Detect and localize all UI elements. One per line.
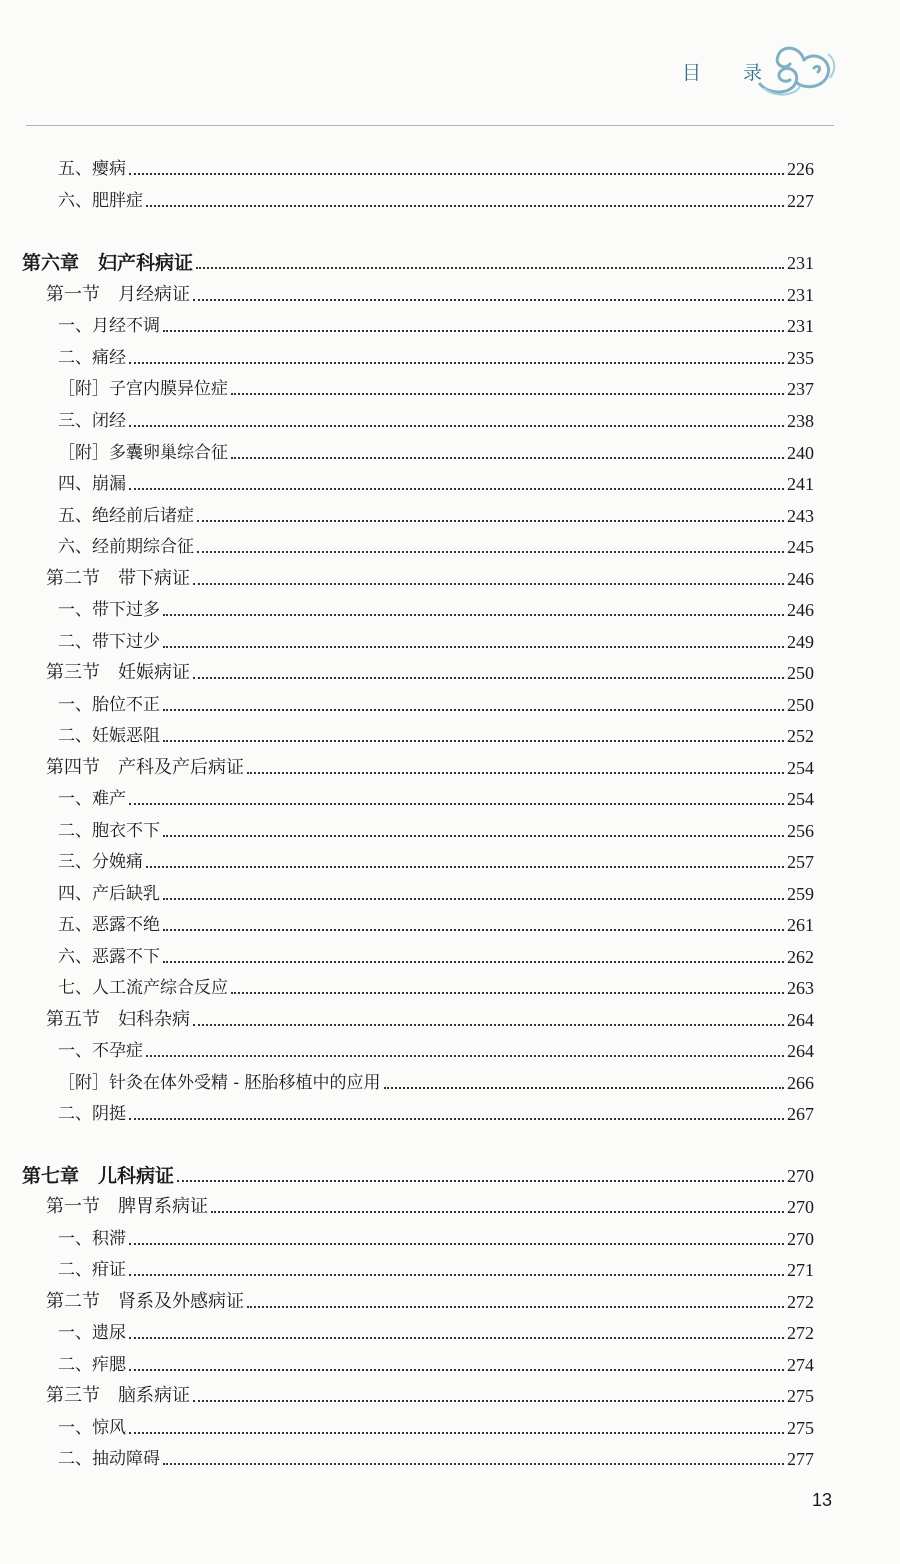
dot-leader bbox=[163, 740, 784, 742]
toc-entry-page: 270 bbox=[787, 1166, 814, 1186]
toc-entry-page: 231 bbox=[787, 316, 814, 336]
toc-entry-label: 第二节 肾系及外感病证 bbox=[46, 1291, 244, 1312]
toc-entry-label: 二、胞衣不下 bbox=[58, 821, 160, 841]
dot-leader bbox=[163, 898, 784, 900]
toc-entry-label: 三、分娩痛 bbox=[58, 852, 143, 872]
toc-entry-page: 262 bbox=[787, 947, 814, 967]
toc-entry-label: 一、遗尿 bbox=[58, 1323, 126, 1343]
dot-leader bbox=[163, 835, 784, 837]
dot-leader bbox=[129, 1243, 784, 1245]
toc-entry-page: 237 bbox=[787, 379, 814, 399]
toc-item bbox=[58, 307, 814, 337]
toc-entry-label: ［附］子宫内膜异位症 bbox=[58, 379, 228, 399]
toc-entry-label: 一、惊风 bbox=[58, 1418, 126, 1438]
dot-leader bbox=[129, 362, 784, 364]
toc-section bbox=[46, 1001, 814, 1031]
toc-chapter bbox=[22, 244, 814, 274]
toc-entry-label: 五、恶露不绝 bbox=[58, 915, 160, 935]
toc-entry-label: 一、不孕症 bbox=[58, 1041, 143, 1061]
dot-leader bbox=[129, 425, 784, 427]
dot-leader bbox=[163, 929, 784, 931]
toc-entry-label: 第五节 妇科杂病 bbox=[46, 1009, 190, 1030]
toc-entry-label: 一、带下过多 bbox=[58, 600, 160, 620]
toc-entry-page: 271 bbox=[787, 1260, 814, 1280]
toc-item bbox=[58, 1064, 814, 1094]
toc-entry-page: 275 bbox=[787, 1418, 814, 1438]
toc-item bbox=[58, 1095, 814, 1125]
dot-leader bbox=[177, 1180, 784, 1182]
toc-entry-label: 二、抽动障碍 bbox=[58, 1449, 160, 1469]
dot-leader bbox=[196, 267, 784, 269]
toc-entry-label: 五、绝经前后诸症 bbox=[58, 506, 194, 526]
toc-section bbox=[46, 654, 814, 684]
dot-leader bbox=[129, 1274, 784, 1276]
toc-entry-page: 264 bbox=[787, 1010, 814, 1030]
toc-section bbox=[46, 560, 814, 590]
toc-entry-label: 二、痄腮 bbox=[58, 1355, 126, 1375]
toc-entry-page: 263 bbox=[787, 978, 814, 998]
toc-item bbox=[58, 1032, 814, 1062]
toc-entry-page: 270 bbox=[787, 1229, 814, 1249]
toc-entry-label: 二、阴挺 bbox=[58, 1104, 126, 1124]
page-number: 13 bbox=[811, 1490, 832, 1510]
toc-entry-label: 七、人工流产综合反应 bbox=[58, 978, 228, 998]
toc-entry-page: 267 bbox=[787, 1104, 814, 1124]
dot-leader bbox=[146, 205, 784, 207]
toc-entry-page: 246 bbox=[787, 600, 814, 620]
toc-entry-label: 四、产后缺乳 bbox=[58, 884, 160, 904]
toc-entry-page: 277 bbox=[787, 1449, 814, 1469]
toc-item bbox=[58, 465, 814, 495]
dot-leader bbox=[193, 677, 784, 679]
toc-entry-page: 270 bbox=[787, 1197, 814, 1217]
toc-entry-label: 四、崩漏 bbox=[58, 474, 126, 494]
toc-entry-label: ［附］针灸在体外受精 - 胚胎移植中的应用 bbox=[58, 1073, 381, 1093]
toc-entry-page: 250 bbox=[787, 663, 814, 683]
toc-section bbox=[46, 276, 814, 306]
toc-entry-page: 272 bbox=[787, 1323, 814, 1343]
toc-entry-label: 第一节 脾胃系病证 bbox=[46, 1196, 208, 1217]
dot-leader bbox=[129, 1432, 784, 1434]
dot-leader bbox=[129, 1369, 784, 1371]
dot-leader bbox=[163, 709, 784, 711]
toc-entry-page: 227 bbox=[787, 191, 814, 211]
toc-item bbox=[58, 938, 814, 968]
toc-item bbox=[58, 591, 814, 621]
toc-entry-page: 249 bbox=[787, 632, 814, 652]
toc-entry-label: 第三节 脑系病证 bbox=[46, 1385, 190, 1406]
toc-entry-label: 二、妊娠恶阻 bbox=[58, 726, 160, 746]
dot-leader bbox=[247, 1306, 784, 1308]
toc-item bbox=[58, 686, 814, 716]
toc-entry-label: 第七章 儿科病证 bbox=[22, 1165, 175, 1187]
dot-leader bbox=[193, 1024, 784, 1026]
header-rule bbox=[26, 125, 834, 126]
toc-entry-page: 250 bbox=[787, 695, 814, 715]
toc-item bbox=[58, 150, 814, 180]
dot-leader bbox=[197, 520, 784, 522]
toc-item bbox=[58, 1314, 814, 1344]
toc-item bbox=[58, 1440, 814, 1470]
dot-leader bbox=[193, 1400, 784, 1402]
toc-entry-page: 238 bbox=[787, 411, 814, 431]
toc-entry-label: 第一节 月经病证 bbox=[46, 284, 190, 305]
dot-leader bbox=[193, 583, 784, 585]
cloud-ornament-icon bbox=[752, 38, 842, 100]
toc-item bbox=[58, 812, 814, 842]
dot-leader bbox=[193, 299, 784, 301]
toc-item bbox=[58, 182, 814, 212]
toc-section bbox=[46, 1188, 814, 1218]
dot-leader bbox=[146, 866, 784, 868]
toc-entry-label: 六、恶露不下 bbox=[58, 947, 160, 967]
toc-entry-page: 266 bbox=[787, 1073, 814, 1093]
toc-item bbox=[58, 339, 814, 369]
dot-leader bbox=[211, 1211, 784, 1213]
toc-item bbox=[58, 370, 814, 400]
dot-leader bbox=[163, 646, 784, 648]
toc-entry-page: 231 bbox=[787, 253, 814, 273]
toc-entry-page: 246 bbox=[787, 569, 814, 589]
dot-leader bbox=[384, 1087, 784, 1089]
toc-entry-page: 275 bbox=[787, 1386, 814, 1406]
toc-item bbox=[58, 402, 814, 432]
toc-entry-page: 259 bbox=[787, 884, 814, 904]
toc-item bbox=[58, 1346, 814, 1376]
toc-entry-page: 235 bbox=[787, 348, 814, 368]
toc-entry-label: 第四节 产科及产后病证 bbox=[46, 757, 244, 778]
toc-item bbox=[58, 906, 814, 936]
page-header bbox=[660, 38, 840, 108]
toc-entry-page: 257 bbox=[787, 852, 814, 872]
toc-entry-page: 254 bbox=[787, 758, 814, 778]
toc-item bbox=[58, 875, 814, 905]
toc-entry-label: 六、经前期综合征 bbox=[58, 537, 194, 557]
toc-item bbox=[58, 969, 814, 999]
toc-entry-label: 一、月经不调 bbox=[58, 316, 160, 336]
dot-leader bbox=[197, 551, 784, 553]
toc-entry-label: 二、疳证 bbox=[58, 1260, 126, 1280]
dot-leader bbox=[163, 614, 784, 616]
toc-entry-page: 261 bbox=[787, 915, 814, 935]
dot-leader bbox=[247, 772, 784, 774]
toc-entry-page: 264 bbox=[787, 1041, 814, 1061]
toc-item bbox=[58, 780, 814, 810]
toc-item bbox=[58, 1409, 814, 1439]
dot-leader bbox=[129, 488, 784, 490]
toc-entry-label: ［附］多囊卵巢综合征 bbox=[58, 443, 228, 463]
toc-entry-page: 231 bbox=[787, 285, 814, 305]
dot-leader bbox=[129, 1337, 784, 1339]
toc-item bbox=[58, 528, 814, 558]
toc-entry-page: 254 bbox=[787, 789, 814, 809]
toc-entry-label: 五、瘿病 bbox=[58, 159, 126, 179]
dot-leader bbox=[146, 1055, 784, 1057]
toc-section bbox=[46, 1283, 814, 1313]
dot-leader bbox=[129, 1118, 784, 1120]
dot-leader bbox=[163, 961, 784, 963]
dot-leader bbox=[231, 992, 784, 994]
dot-leader bbox=[163, 330, 784, 332]
toc-item bbox=[58, 434, 814, 464]
toc-entry-page: 226 bbox=[787, 159, 814, 179]
toc-entry-page: 272 bbox=[787, 1292, 814, 1312]
toc-entry-label: 第六章 妇产科病证 bbox=[22, 252, 194, 274]
toc-item bbox=[58, 1220, 814, 1250]
dot-leader bbox=[129, 173, 784, 175]
toc-item bbox=[58, 623, 814, 653]
header-title: 目 录 bbox=[682, 62, 781, 84]
toc-entry-page: 241 bbox=[787, 474, 814, 494]
toc-entry-page: 243 bbox=[787, 506, 814, 526]
toc-entry-label: 二、痛经 bbox=[58, 348, 126, 368]
toc-chapter bbox=[22, 1157, 814, 1187]
toc-entry-label: 第二节 带下病证 bbox=[46, 568, 190, 589]
toc-entry-page: 252 bbox=[787, 726, 814, 746]
toc-entry-page: 274 bbox=[787, 1355, 814, 1375]
toc-entry-label: 第三节 妊娠病证 bbox=[46, 662, 190, 683]
toc-item bbox=[58, 843, 814, 873]
toc-entry-page: 245 bbox=[787, 537, 814, 557]
toc-entry-page: 256 bbox=[787, 821, 814, 841]
toc-entry-page: 240 bbox=[787, 443, 814, 463]
dot-leader bbox=[231, 457, 784, 459]
toc-item bbox=[58, 717, 814, 747]
toc-item bbox=[58, 497, 814, 527]
toc-entry-label: 一、胎位不正 bbox=[58, 695, 160, 715]
toc-entry-label: 二、带下过少 bbox=[58, 632, 160, 652]
dot-leader bbox=[231, 393, 784, 395]
toc-entry-label: 六、肥胖症 bbox=[58, 191, 143, 211]
toc-entry-label: 三、闭经 bbox=[58, 411, 126, 431]
toc-section bbox=[46, 749, 814, 779]
dot-leader bbox=[129, 803, 784, 805]
toc-entry-label: 一、积滞 bbox=[58, 1229, 126, 1249]
toc-item bbox=[58, 1251, 814, 1281]
dot-leader bbox=[163, 1463, 784, 1465]
toc-entry-label: 一、难产 bbox=[58, 789, 126, 809]
toc-section bbox=[46, 1377, 814, 1407]
